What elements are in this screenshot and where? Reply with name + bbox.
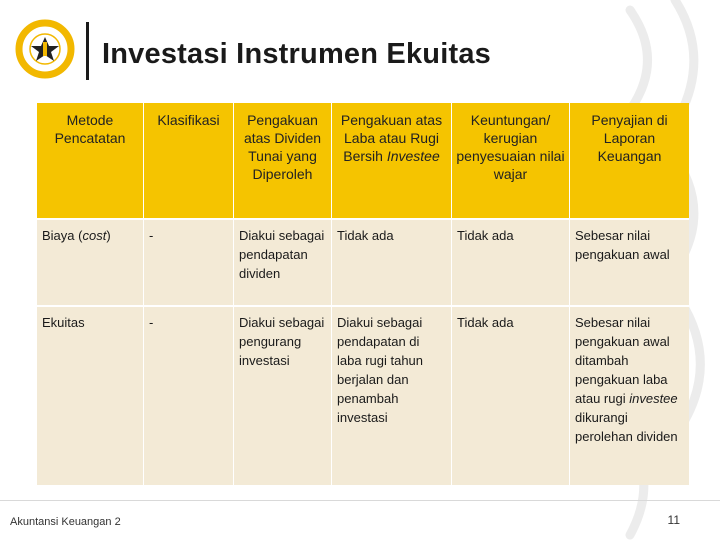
table-cell: Biaya (cost) bbox=[37, 218, 144, 305]
header-cell: Keuntungan/ kerugian penyesuaian nilai wajar bbox=[452, 103, 570, 218]
title-divider bbox=[86, 22, 89, 80]
page-number: 11 bbox=[667, 513, 680, 527]
table-cell: Tidak ada bbox=[452, 305, 570, 485]
header-cell: Metode Pencatatan bbox=[37, 103, 144, 218]
ekuitas-table bbox=[37, 103, 689, 485]
slide-title: Investasi Instrumen Ekuitas bbox=[102, 38, 491, 70]
table-header-row bbox=[37, 103, 689, 218]
table-cell: Tidak ada bbox=[332, 218, 452, 305]
table-cell: Sebesar nilai pengakuan awal ditambah pengakuan laba atau rugi investee dikurangi perolehan dividen bbox=[570, 305, 689, 485]
header-cell: Pengakuan atas Laba atau Rugi Bersih Investee bbox=[332, 103, 452, 218]
table-cell: - bbox=[144, 305, 234, 485]
university-logo-icon bbox=[14, 18, 76, 80]
table-cell: Diakui sebagai pendapatan dividen bbox=[234, 218, 332, 305]
header-cell: Pengakuan atas Dividen Tunai yang Diperoleh bbox=[234, 103, 332, 218]
header-cell: Penyajian di Laporan Keuangan bbox=[570, 103, 689, 218]
table-cell: Diakui sebagai pendapatan di laba rugi tahun berjalan dan penambah investasi bbox=[332, 305, 452, 485]
table-cell: Diakui sebagai pengurang investasi bbox=[234, 305, 332, 485]
header-cell: Klasifikasi bbox=[144, 103, 234, 218]
footer-course-name: Akuntansi Keuangan 2 bbox=[10, 516, 121, 528]
table-row bbox=[37, 218, 689, 305]
table-cell: Tidak ada bbox=[452, 218, 570, 305]
table-cell: Ekuitas bbox=[37, 305, 144, 485]
table-cell: - bbox=[144, 218, 234, 305]
footer-divider bbox=[0, 500, 720, 501]
table-row bbox=[37, 305, 689, 485]
table-cell: Sebesar nilai pengakuan awal bbox=[570, 218, 689, 305]
